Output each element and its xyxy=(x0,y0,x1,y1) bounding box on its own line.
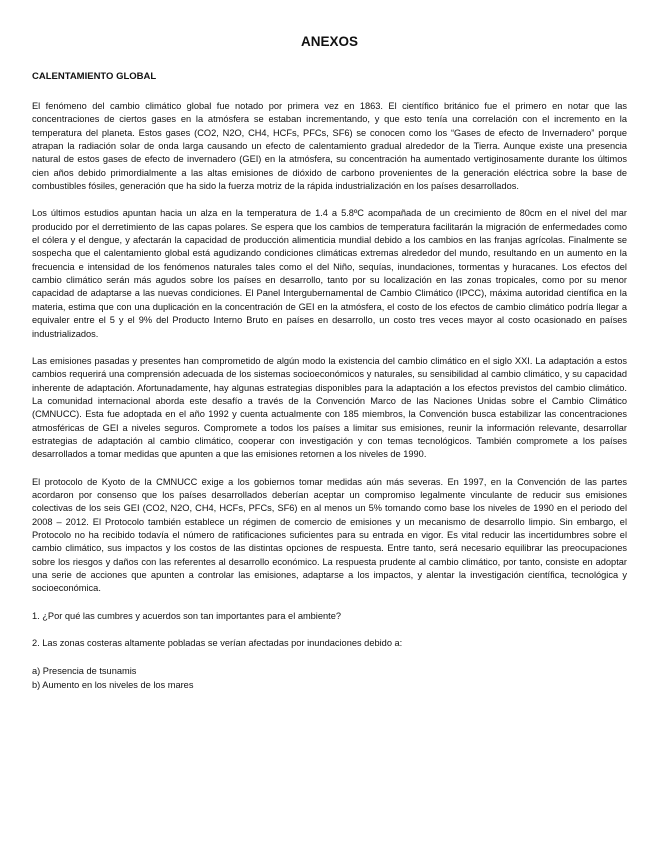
question-1: 1. ¿Por qué las cumbres y acuerdos son tan importantes para el ambiente? xyxy=(32,610,342,621)
answer-option-b: b) Aumento en los niveles de los mares xyxy=(32,680,194,691)
section-heading: CALENTAMIENTO GLOBAL xyxy=(32,71,157,82)
answer-options xyxy=(32,664,627,693)
paragraph: Los últimos estudios apuntan hacia un alza en la temperatura de 1.4 a 5.8ºC acompañada de un crecimiento de 80cm en el nivel del mar producido por el derretimiento de las capas polares. Se espera que los cambios de temperatura facilitarán la migración de enfermedades como el cólera y el dengue, y afectarán la capacidad de producción alimenticia mundial debido a los cambios en las franjas agrícolas. Finalmente se sospecha que el calentamiento global está agudizando condiciones climáticas extremas alrededor del mundo, resultando en un aumento en la frecuencia e intensidad de los fenómenos naturales tales como el del Niño, sequías, inundaciones, tormentas y huracanes. Los efectos del cambio climático serán más agudos sobre los países en desarrollo, tanto por su localización en las zonas tropicales, como por su menor capacidad de adaptarse a las nuevas condiciones. El Panel Intergubernamental de Cambio Climático (IPCC), máxima autoridad científica en la materia, estima que con una duplicación en la concentración de GEI en la atmósfera, el costo de los efectos de cambio climático podría llegar a equivaler entre el 5 y el 9% del Producto Interno Bruto en países en desarrollo, un costo tres veces mayor al costo ocasionado en países industrializados. xyxy=(32,208,627,339)
page-title: ANEXOS xyxy=(300,34,358,49)
question-2: 2. Las zonas costeras altamente pobladas se verían afectadas por inundaciones debido a: xyxy=(32,637,403,648)
paragraph: El protocolo de Kyoto de la CMNUCC exige a los gobiernos tomar medidas aún más severas. En 1997, en la Convención de las partes acordaron por consenso que los países desarrollados deberían aceptar un compromiso legalmente vinculante de reducir sus emisiones colectivas de los seis GEI (CO2, N2O, CH4, HCFs, PFCs, SF6) en al menos un 5% tomando como base los niveles de 1990 en el periodo del 2008 – 2012. El Protocolo también establece un régimen de comercio de emisiones y un mecanismo de desarrollo limpio. Sin embargo, el Protocolo no ha recibido todavía el número de ratificaciones suficientes para su entrada en vigor. Es vital reducir las incertidumbres sobre el cambio climático, sus impactos y los costos de las distintas opciones de respuesta. Entre tanto, será necesario equilibrar las preocupaciones sobre los riesgos y daños con las referentes al desarrollo económico. La respuesta prudente al cambio climático, por tanto, consiste en adoptar una serie de acciones que apunten a controlar las emisiones, adaptarse a los impactos, y alentar la investigación científica, tecnológica y socioeconómica. xyxy=(32,476,627,594)
answer-option-a: a) Presencia de tsunamis xyxy=(32,665,137,676)
paragraph: El fenómeno del cambio climático global fue notado por primera vez en 1863. El científico británico fue el primero en notar que las concentraciones de ciertos gases en la atmósfera se estaban incrementando, y que esto tenía una correlación con el incremento en la temperatura del planeta. Estos gases (CO2, N2O, CH4, HCFs, PFCs, SF6) se conocen como los “Gases de efecto de Invernadero” porque atrapan la radiación solar de onda larga causando un efecto de calentamiento gradual alrededor de la Tierra. Aunque existe una presencia natural de estos gases de efecto de invernadero (GEI) en la atmósfera, su concentración ha aumentado vertiginosamente durante los últimos cien años debido primordialmente a las altas emisiones de dióxido de carbono provenientes de la generación eléctrica sobre la base de combustibles fósiles, generación que ha sido la fuerza motriz de la rápida industrialización en los países desarrollados. xyxy=(32,101,627,192)
paragraph: Las emisiones pasadas y presentes han comprometido de algún modo la existencia del cambio climático en el siglo XXI. La adaptación a estos cambios requerirá una comprensión adecuada de los sistemas socioeconómicos y naturales, su sensibilidad al cambio climático, y su capacidad inherente de adaptación. Afortunadamente, hay algunas estrategias disponibles para la adaptación a los efectos previstos del cambio climático. La comunidad internacional aborda este desafío a través de la Convención Marco de las Naciones Unidas sobre el Cambio Climático (CMNUCC). Esta fue adoptada en el año 1992 y cuenta actualmente con 185 miembros, la Convención busca estabilizar las concentraciones atmosféricas de GEI a niveles seguros. Compromete a todos los países a limitar sus emisiones, reunir la información relevante, desarrollar estrategias de adaptación al cambio climático, cooperar con investigación y con temas tecnológicos. También compromete a los países desarrollados a tomar medidas que apunten a que las emisiones retornen a los niveles de 1990. xyxy=(32,355,627,460)
